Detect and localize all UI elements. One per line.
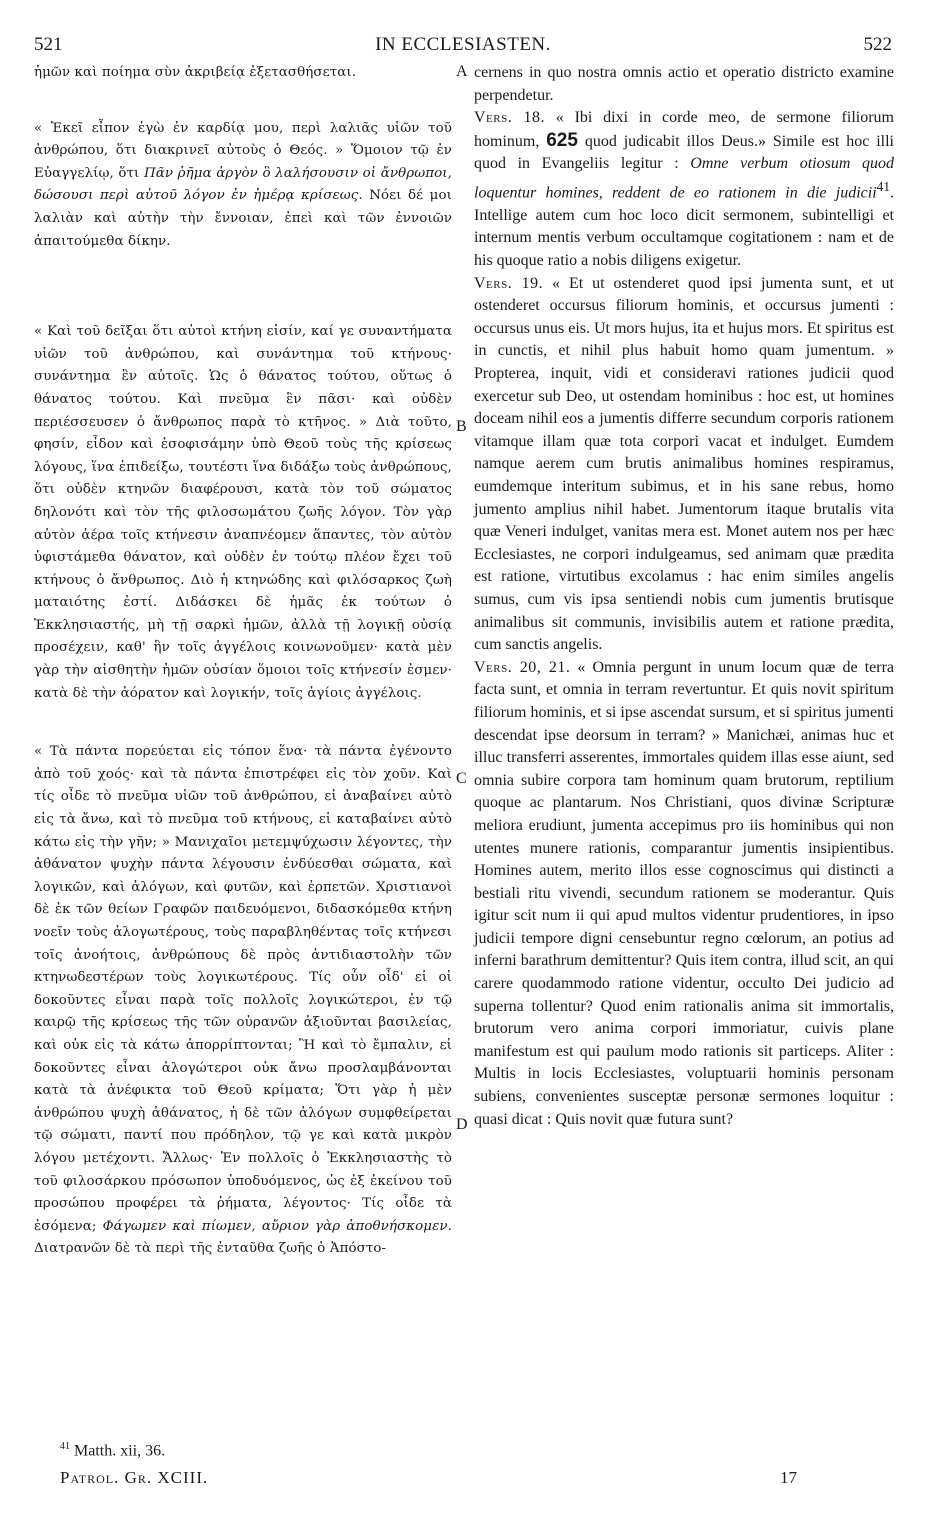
latin-paragraph: cernens in quo nostra omnis actio et operatio districto examine perpendetur. [474,64,894,104]
running-header [34,34,892,58]
gathering-signature: 17 [780,1468,797,1487]
patrologia-signature: Patrol. Gr. XCIII. [60,1468,209,1487]
margin-letter-a: A [456,63,468,80]
latin-quotation: Omne verbum otiosum quod loquentur homines, reddent de eo rationem in die judicii [474,155,894,202]
running-title: IN ECCLESIASTEN. [375,34,551,55]
latin-column [474,62,894,1131]
greek-paragraph: ἡμῶν καὶ ποίημα σὺν ἀκριβείᾳ ἐξετασθήσεται. [34,65,357,80]
greek-quotation: Φάγωμεν καὶ πίωμεν, αὔριον γὰρ ἀποθνήσκομεν. [102,1218,452,1234]
page-number-right: 522 [863,34,892,55]
footnote: $^{41}$ Matth. xii, 36. [60,1441,166,1460]
greek-paragraph: « Τὰ πάντα πορεύεται εἰς τόπον ἕνα· τὰ πάντα ἐγένοντο ἀπὸ τοῦ χοός· καὶ τὰ πάντα ἐπιστρέφει εἰς τὸν χοῦν. Καὶ τίς οἶδε τὸ πνεῦμα υἱῶν τοῦ ἀνθρώπου, εἰ ἀναβαίνει αὐτὸ εἰς τὰ ἄνω, καὶ τὸ πνεῦμα τοῦ κτήνους, εἰ καταβαίνει αὐτὸ κάτω εἰς τὴν γῆν; » Μανιχαῖοι μετεμψύχωσιν λέγοντες, τὴν ἀθάνατον ψυχὴν πάντα λέγουσιν ἐνδύεσθαι σώματα, καὶ λογικῶν, καὶ ἀλόγων, καὶ φυτῶν, καὶ ἑρπετῶν. Χριστιανοὶ δὲ ἐκ τῶν θείων Γραφῶν παιδευόμενοι, διδασκόμεθα κτήνη νοεῖν τοὺς ἀλογωτέρους, τοὺς παραβληθέντας τοῖς κτήνεσι τοῖς ἀνοήτοις, ἀνθρώπους δὲ πρὸς ἀντιδιαστολὴν τῶν κτηνωδεστέρων τοὺς λογικωτέρους. Τίς οὖν οἶδ' εἰ οἱ δοκοῦντες εἶναι παρὰ τοῖς πολλοῖς λογικώτεροι, ἐν τῷ καιρῷ τῆς κρίσεως τῆς τῶν οὐρανῶν ἀξιοῦνται βασιλείας, καὶ οὐκ εἰς τὰ κάτω ἀπορρίπτονται; Ἢ καὶ τὸ ἔμπαλιν, εἰ δοκοῦντες εἶναι ἀλογώτεροι οὐκ ἄνω προσλαμβάνονται κατὰ τὰ ἀνέφικτα τοῦ Θεοῦ κρίματα; Ὅτι γὰρ ἡ μὲν ἀνθρώπου ψυχὴ ἀθάνατος, ἡ δὲ τῶν ἀλόγων συμφθείρεται τῷ σώματι, παντί που πρόδηλον, τῷ γε καὶ κατὰ μικρὸν λόγου μετέχοντι. Ἄλλως· Ἐν πολλοῖς ὁ Ἐκκλησιαστὴς τὸ τοῦ φιλοσάρκου πρόσωπον ὑποδυόμενος, ὡς ἐξ ἐκείνου τοῦ προσώπου προφέρει τὰ ῥήματα, λέγοντος· Τίς οἶδε τὰ ἐσόμενα; Φάγωμεν καὶ πίωμεν, αὔριον γὰρ ἀποθνήσκομεν. Διατρανῶν δὲ τὰ περὶ τῆς ἐνταῦθα ζωῆς ὁ Ἀπόστο- [34,744,452,1257]
margin-letter-d: D [456,1116,468,1133]
latin-paragraph: Vers. 18. « Ibi dixi in corde meo, de sermone filiorum hominum, 625 quod judicabit illos Deus.» Simile est hoc illi quod in Evangeliis legitur : Omne verbum otiosum quod loquentur homines, reddent de eo rationem in die judicii$^{41}$. Intellige autem cum hoc loco dicit sermonem, subintelligi et internum mentis verbum occultamque cogitationem : nam et de his quoque ratio a nobis diligens exigetur. [474,109,894,270]
greek-paragraph: « Ἐκεῖ εἶπον ἐγὼ ἐν καρδίᾳ μου, περὶ λαλιᾶς υἱῶν τοῦ ἀνθρώπου, ὅτι διακρινεῖ αὐτοὺς ὁ Θεός. » Ὅμοιον τῷ ἐν Εὐαγγελίῳ, ὅτι Πᾶν ῥῆμα ἀργὸν ὃ λαλήσουσιν οἱ ἄνθρωποι, δώσουσι περὶ αὐτοῦ λόγον ἐν ἡμέρᾳ κρίσεως. Νόει δέ μοι λαλιὰν καὶ αὐτὴν τὴν ἔννοιαν, ἐπεὶ καὶ τῶν ἐννοιῶν ἀπαιτούμεθα δίκην. [34,120,453,249]
verse-label: Vers. 20, 21. [474,658,571,676]
greek-quotation: Πᾶν ῥῆμα ἀργὸν ὃ λαλήσουσιν οἱ ἄνθρωποι, δώσουσι περὶ αὐτοῦ λόγον ἐν ἡμέρᾳ κρίσεως. [34,165,453,204]
verse-label: Vers. 18. [474,109,546,127]
column-number: 625 [546,129,578,151]
verse-label: Vers. 19. [474,274,544,292]
latin-paragraph: Vers. 19. « Et ut ostenderet quod ipsi jumenta sunt, et ut ostenderet occursus filiorum hominis, et occursus jumenti : occursus unus eis. Ut mors hujus, ita et hujus mors. Et spiritus est in cunctis, et nihil plus habuit homo quam jumentum. » Propterea, inquit, vidi et consideravi rationes judicii quod exercetur sub Deo, ut ostendam hominibus : hoc est, ut homines doceam nihil eos a jumentis differre secundum corporis rationem vitamque illam quæ tota corpori vacat et indulget. Eumdem namque aerem cum brutis animalibus homines respiramus, eumdemque interitum subimus, et in his sane rebus, homo jumento amplius nihil habet. Jumentorum itaque brutalis vita quæ Veneri indulget, vanitas mera est. Monet autem nos per hæc Ecclesiastes, ne corpori indulgeamus, sed animam quæ prædita est ratione, virtutibus excolamus : hac enim similes angelis sumus, cum vis ipsa sentiendi nobis cum jumentis brutisque animalibus sit communis, invisibilis autem et ratione prædita, cum sanctis angelis. [474,274,894,654]
latin-paragraph: Vers. 20, 21. « Omnia pergunt in unum locum quæ de terra facta sunt, et omnia in terram revertuntur. Et quis novit spiritum filiorum hominis, et si ipse ascendat sursum, et si spiritus jumenti descendat ipse deorsum in terram? » Manichæi, animas huc et illuc transferri asserentes, immortales quidem illas esse aiunt, sed omnia subire corpora tam hominum quam brutorum, reptilium quoque ac plantarum. Nos Christiani, quos divinæ Scripturæ meliora erudiunt, jumenta accepimus pro iis hominibus qui non utentes munere rationis, comparantur jumentis insipientibus. Homines autem, merito illos esse cognoscimus qui distincti a bestiali ritu vivendi, secundum rationem se moderantur. Quis igitur scit num ii qui apud multos videntur prudentiores, in ipso judicii tempore digni censebuntur regno cœlorum, an potius ad inferni barathrum demittentur? Quis item contra, illud scit, an qui carere quodammodo ratione videntur, occulto Dei judicio ad superna tollentur? Quod enim rationalis anima sit immortalis, brutorum vero anima corpori immoriatur, cuivis plane manifestum est qui paulum modo rationis sit particeps. Aliter : Multis in locis Ecclesiastes, voluptuarii hominis personam subiens, convenientes susceptæ personæ sermones loquitur : quasi dicat : Quis novit quæ futura sunt? [474,658,895,1128]
greek-column [34,62,452,1261]
margin-letter-b: B [456,418,467,435]
footnote-ref: 41 [876,178,890,194]
page-number-left: 521 [34,34,63,55]
margin-letter-c: C [456,770,467,787]
greek-paragraph: « Καὶ τοῦ δεῖξαι ὅτι αὐτοὶ κτήνη εἰσίν, καί γε συναντήματα υἱῶν τοῦ ἀνθρώπου, καὶ συνάντημα τοῦ κτήνους· συνάντημα ἓν αὐτοῖς. Ὡς ὁ θάνατος τούτου, οὕτως ὁ θάνατος τούτου. Καὶ πνεῦμα ἓν πᾶσι· καὶ οὐδὲν περιέσσευσεν ὁ ἄνθρωπος παρὰ τὸ κτῆνος. » Διὰ τοῦτο, φησίν, εἶδον καὶ ἐσοφισάμην ὑπὸ Θεοῦ τοὺς τῆς κρίσεως λόγους, ἵνα ἐπιδείξω, τουτέστι ἵνα διδάξω τοὺς ἀνθρώπους, ὅτι οὐδὲν κτηνῶν διαφέρουσι, κατὰ τὸν τοῦ σώματος δηλονότι καὶ τὸν τῆς φιλοσωμάτου ζωῆς λόγον. Τὸν γὰρ αὐτὸν ἀέρα τοῖς κτήνεσιν ἀναπνέομεν ἅπαντες, τὸν αὐτὸν ὑφιστάμεθα θάνατον, καὶ οὐδὲν ἐν τούτῳ πλέον ἔχει τοῦ κτήνους ὁ ἄνθρωπος. Διὸ ἡ κτηνώδης καὶ φιλόσαρκος ζωὴ ματαιότης ἐστί. Διδάσκει δὲ ἡμᾶς ἐκ τούτων ὁ Ἐκκλησιαστής, μὴ τῇ σαρκὶ ἡμῶν, ἀλλὰ τῇ λογικῇ οὐσίᾳ προσέχειν, καθ' ἣν τοῖς ἀγγέλοις κοινωνοῦμεν· κατὰ μὲν γὰρ τὴν αἰσθητὴν ἡμῶν οὐσίαν ὅμοιοι τοῖς κτήνεσίν ἐσμεν· κατὰ δὲ τὴν ἀόρατον καὶ λογικήν, τοῖς ἁγίοις ἀγγέλοις. [34,324,452,701]
